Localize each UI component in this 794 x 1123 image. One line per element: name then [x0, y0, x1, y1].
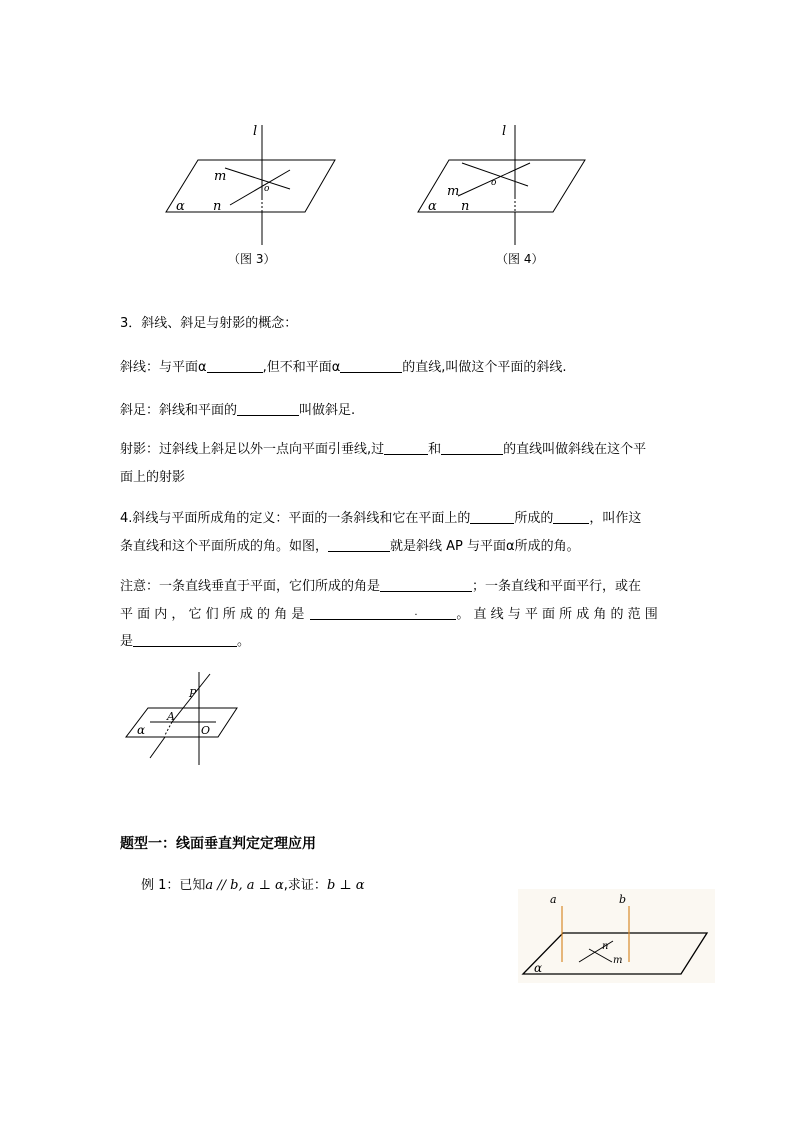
section-heading: 题型一：线面垂直判定定理应用 [120, 836, 316, 852]
label-p: P [189, 687, 197, 700]
example-math-given: a // b, a ⊥ α [205, 878, 284, 893]
oblique-line-prefix: 斜线：与平面α [120, 360, 207, 375]
label-n-fig3: n [213, 199, 222, 214]
section-3-title: 3．斜线、斜足与射影的概念： [120, 316, 298, 331]
label-a: A [167, 710, 175, 723]
section-4-line2-prefix: 条直线和这个平面所成的角。如图， [120, 539, 329, 554]
label-l-fig3: l [253, 124, 258, 139]
label-a-ex: a [550, 893, 557, 906]
oblique-foot-suffix: 叫做斜足. [299, 403, 356, 418]
label-alpha-ap: α [137, 723, 146, 737]
section-4-line1-suffix: ，叫作这 [589, 511, 642, 526]
example-prefix: 例 1：已知 [141, 878, 206, 893]
note-line2-dot: . [414, 607, 418, 618]
oblique-line-mid: ,但不和平面α [262, 360, 341, 375]
label-n-ex: n [602, 941, 609, 952]
label-n-fig4: n [461, 199, 470, 214]
plane-alpha-ex [523, 933, 707, 974]
caption-fig3: （图 3） [228, 252, 276, 266]
label-alpha-fig3: α [176, 199, 185, 214]
label-l-fig4: l [502, 124, 507, 139]
example-math-prove: b ⊥ α [326, 878, 365, 893]
projection-suffix: 的直线叫做斜线在这个平 [503, 442, 647, 457]
projection-prefix: 射影：过斜线上斜足以外一点向平面引垂线,过 [120, 442, 385, 457]
caption-fig4: （图 4） [496, 252, 544, 266]
example-mid: ,求证： [283, 878, 327, 893]
projection-mid: 和 [428, 442, 442, 457]
line-m-ex [589, 949, 612, 962]
note-line2-prefix: 平 面 内 ， 它 们 所 成 的 角 是 [120, 607, 305, 622]
oblique-foot-prefix: 斜足：斜线和平面的 [120, 403, 238, 418]
label-o-fig3: o [264, 184, 270, 194]
label-alpha-ex: α [534, 961, 543, 975]
label-m-fig4: m [447, 184, 460, 199]
label-alpha-fig4: α [428, 199, 437, 214]
note-line1-suffix: ；一条直线和平面平行，或在 [472, 579, 642, 594]
note-line1-prefix: 注意：一条直线垂直于平面，它们所成的角是 [120, 579, 381, 594]
section-4-line1-prefix: 4.斜线与平面所成角的定义：平面的一条斜线和它在平面上的 [120, 511, 471, 526]
label-o-ap: O [201, 724, 211, 737]
note-line2-suffix: 。 直 线 与 平 面 所 成 角 的 范 围 [456, 607, 658, 622]
section-4-line2-suffix: 就是斜线 AP 与平面α所成的角。 [390, 539, 580, 554]
section-4-line1-mid: 所成的 [514, 511, 554, 526]
note-line3-prefix: 是 [120, 634, 134, 649]
label-b-ex: b [619, 893, 627, 906]
label-m-fig3: m [214, 169, 227, 184]
projection-line2: 面上的射影 [120, 470, 186, 485]
note-line3-suffix: 。 [237, 634, 251, 649]
label-o-fig4: o [491, 178, 497, 188]
oblique-line-suffix: 的直线,叫做这个平面的斜线. [402, 360, 567, 375]
label-m-ex: m [613, 955, 623, 966]
